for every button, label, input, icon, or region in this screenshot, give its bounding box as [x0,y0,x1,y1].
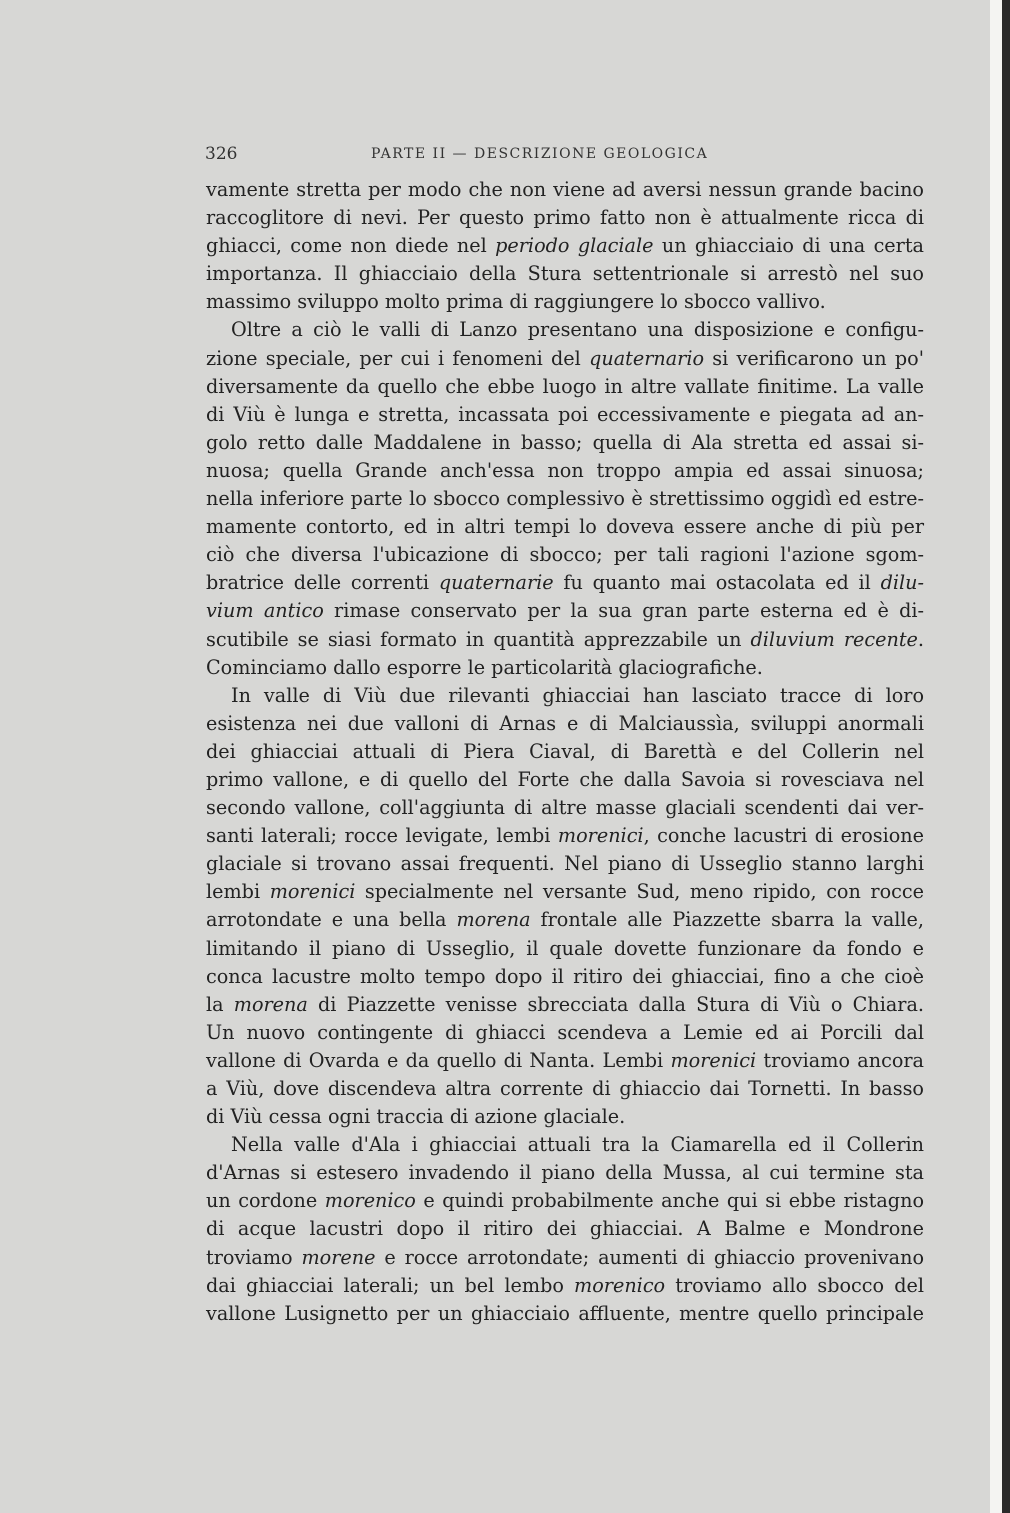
text-segment: di Viù è lunga e stretta, incassata poi eccessivamente e piegata ad an- [206,402,924,426]
italic-term: periodo glaciale [495,234,654,258]
text-line [206,1075,924,1103]
italic-term: diluvium recente [750,627,918,651]
text-segment: un ghiacciaio di una certa [653,234,924,258]
body-text [206,176,924,1328]
italic-term: dilu- [880,571,924,595]
text-line [206,682,924,710]
text-segment: conca lacustre molto tempo dopo il ritiro dei ghiacciai, fino a che cioè [206,964,924,988]
text-segment: specialmente nel versante Sud, meno ripido, con rocce [355,880,924,904]
text-segment: rimase conservato per la sua gran parte esterna ed è di- [323,599,924,623]
text-line [206,1272,924,1300]
text-segment: vamente stretta per modo che non viene ad aversi nessun grande bacino [206,178,924,201]
text-line [206,878,924,906]
text-line [206,850,924,878]
italic-term: morenico [574,1273,666,1297]
italic-term: morena [233,992,308,1016]
text-line [206,963,924,991]
text-segment: raccoglitore di nevi. Per questo primo fatto non è attualmente ricca di [206,206,924,230]
text-segment: di acque lacustri dopo il ritiro dei ghiacciai. A Balme e Mondrone [206,1217,924,1241]
italic-term: morenici [269,880,356,904]
text-segment: e quindi probabilmente anche qui si ebbe ristagno [415,1189,924,1213]
text-line [206,822,924,850]
text-line [206,597,924,625]
text-segment: dai ghiacciai laterali; un bel lembo [206,1273,575,1297]
text-segment: troviamo ancora [756,1048,924,1072]
text-segment: ghiacci, come non diede nel [206,234,496,258]
text-line [206,935,924,963]
text-line [206,232,924,260]
text-segment: secondo vallone, coll'aggiunta di altre masse glaciali scendenti dai ver- [206,796,924,820]
text-segment: zione speciale, per cui i fenomeni del [206,346,590,370]
text-segment: , conche lacustri di erosione [643,824,925,848]
text-segment: frontale alle Piazzette sbarra la valle, [530,908,924,932]
text-line [206,373,924,401]
text-line [206,738,924,766]
text-segment: la [206,992,234,1016]
text-line [206,766,924,794]
text-line [206,1244,924,1272]
text-line [206,288,924,316]
page-number: 326 [205,144,238,164]
text-segment: nella inferiore parte lo sbocco complessivo è strettissimo oggidì ed estre- [206,487,924,511]
text-line [206,794,924,822]
text-line [206,906,924,934]
text-line [206,1215,924,1243]
text-segment: vallone di Ovarda e da quello di Nanta. Lembi [206,1048,671,1072]
text-segment: un cordone [206,1189,325,1213]
text-segment: glaciale si trovano assai frequenti. Nel piano di Usseglio stanno larghi [206,852,924,876]
text-segment: golo retto dalle Maddalene in basso; quella di Ala stretta ed assai si- [206,430,924,454]
text-line [206,1187,924,1215]
text-line [206,1131,924,1159]
text-segment: arrotondate e una bella [206,908,457,932]
text-segment: si verificarono un po' [704,346,924,370]
text-segment: dei ghiacciai attuali di Piera Ciaval, di Barettà e del Collerin nel [206,739,924,763]
text-segment: fu quanto mai ostacolata ed il [553,571,881,595]
page-edge [990,0,1002,1513]
text-line [206,485,924,513]
text-segment: diversamente da quello che ebbe luogo in altre vallate finitime. La valle [206,374,924,398]
text-line [206,176,924,204]
italic-term: quaternario [589,346,705,370]
text-line [206,654,924,682]
text-segment: di Piazzette venisse sbrecciata dalla Stura di Viù o Chiara. [307,992,924,1016]
text-line [206,260,924,288]
text-segment: Un nuovo contingente di ghiacci scendeva a Lemie ed ai Porcili dal [206,1020,924,1044]
page-gutter [1002,0,1010,1513]
text-line [206,401,924,429]
italic-term: morenici [670,1048,757,1072]
text-segment: . [917,627,924,651]
text-segment: scutibile se siasi formato in quantità apprezzabile un [206,627,751,651]
italic-term: morena [456,908,531,932]
italic-term: morenici [557,824,644,848]
text-segment: lembi [206,880,270,904]
text-segment: bratrice delle correnti [206,571,439,595]
text-line [206,316,924,344]
text-segment: santi laterali; rocce levigate, lembi [206,824,558,848]
text-segment: Nella valle d'Ala i ghiacciai attuali tra la Ciamarella ed il Collerin [231,1133,924,1157]
text-line [206,1159,924,1187]
text-segment: Cominciamo dallo esporre le particolarità glaciografiche. [206,655,763,679]
text-line [206,457,924,485]
text-segment: troviamo [206,1245,302,1269]
italic-term: morenico [324,1189,416,1213]
text-line [206,541,924,569]
text-line [206,1047,924,1075]
text-line [206,513,924,541]
text-segment: primo vallone, e di quello del Forte che dalla Savoia si rovesciava nel [206,767,924,791]
text-segment: massimo sviluppo molto prima di raggiungere lo sbocco vallivo. [206,290,826,314]
text-segment: di Viù cessa ogni traccia di azione glaciale. [206,1105,626,1129]
text-line [206,626,924,654]
text-segment: vallone Lusignetto per un ghiacciaio affluente, mentre quello principale [206,1301,924,1325]
text-segment: limitando il piano di Usseglio, il quale dovette funzionare da fondo e [206,936,924,960]
text-line [206,1103,924,1131]
text-line [206,991,924,1019]
text-segment: d'Arnas si estesero invadendo il piano della Mussa, al cui termine sta [206,1161,924,1185]
text-segment: mamente contorto, ed in altri tempi lo doveva essere anche di più per [206,515,924,539]
running-title: PARTE II — DESCRIZIONE GEOLOGICA [371,146,709,162]
text-segment: In valle di Viù due rilevanti ghiacciai han lasciato tracce di loro [231,683,924,707]
text-segment: nuosa; quella Grande anch'essa non troppo ampia ed assai sinuosa; [206,458,924,482]
text-line [206,710,924,738]
text-segment: esistenza nei due valloni di Arnas e di Malciaussìa, sviluppi anormali [206,711,924,735]
text-segment: importanza. Il ghiacciaio della Stura settentrionale si arrestò nel suo [206,262,924,286]
text-segment: e rocce arrotondate; aumenti di ghiaccio provenivano [375,1245,924,1269]
text-segment: ciò che diversa l'ubicazione di sbocco; per tali ragioni l'azione sgom- [206,543,924,567]
italic-term: quaternarie [438,571,554,595]
text-segment: Oltre a ciò le valli di Lanzo presentano una disposizione e configu- [231,318,924,342]
italic-term: vium antico [206,599,324,623]
text-line [206,345,924,373]
italic-term: morene [301,1245,376,1269]
text-line [206,1019,924,1047]
text-line [206,204,924,232]
text-segment: troviamo allo sbocco del [665,1273,924,1297]
text-line [206,569,924,597]
text-segment: a Viù, dove discendeva altra corrente di ghiaccio dai Tornetti. In basso [206,1077,924,1100]
text-line [206,1300,924,1328]
text-line [206,429,924,457]
